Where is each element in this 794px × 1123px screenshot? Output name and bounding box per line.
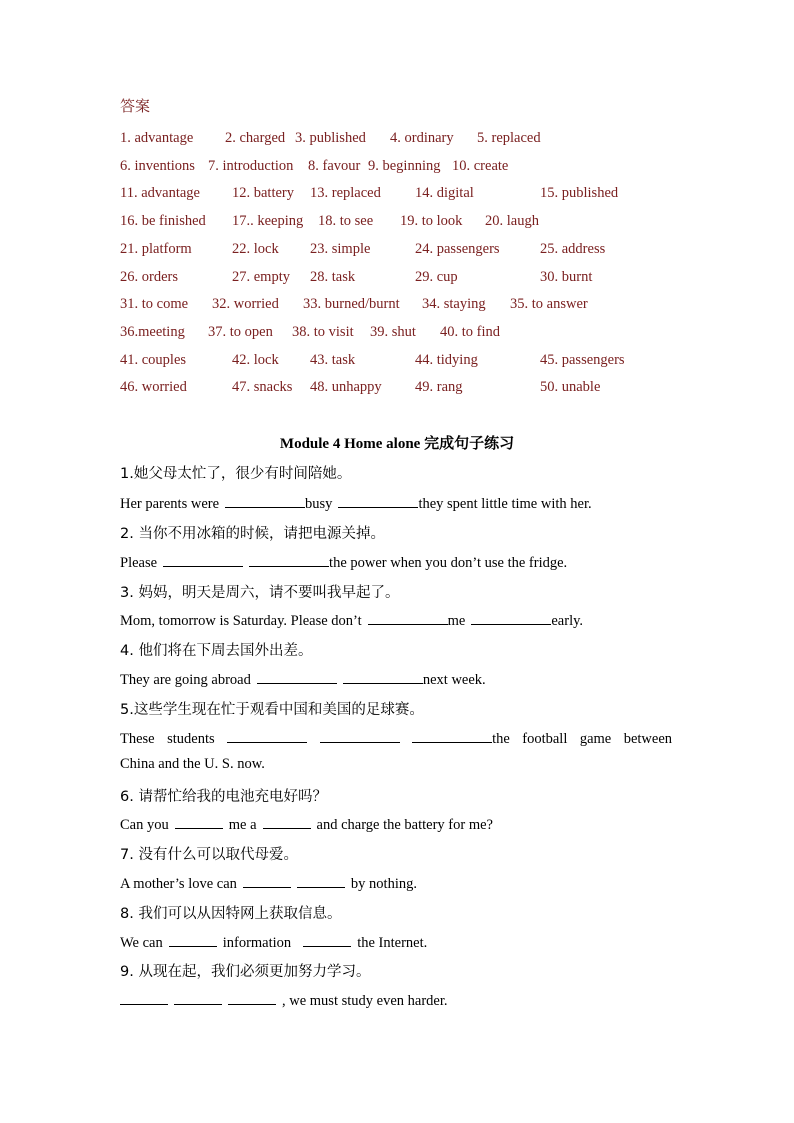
answer-row <box>120 296 720 316</box>
q4-text-b: next week. <box>422 672 486 688</box>
answer-item: 40. to find <box>440 323 501 340</box>
answer-item: 3. published <box>295 130 366 146</box>
question-3-english <box>120 611 583 630</box>
question-2-chinese: 2. 当你不用冰箱的时候，请把电源关掉。 <box>120 526 385 542</box>
answer-blank[interactable] <box>320 729 400 743</box>
answer-item: 12. battery <box>232 185 295 202</box>
question-6-chinese: 6. 请帮忙给我的电池充电好吗？ <box>120 789 327 805</box>
answer-row <box>120 241 720 261</box>
answer-blank[interactable] <box>412 729 492 743</box>
question-5-english <box>120 729 672 748</box>
answer-item: 21. platform <box>120 240 192 257</box>
answer-blank[interactable] <box>297 874 345 888</box>
answer-blank[interactable] <box>471 611 551 625</box>
question-8-english <box>120 933 427 952</box>
answer-item: 39. shut <box>370 323 416 340</box>
q8-text-a: We can <box>120 935 163 951</box>
answer-item: 50. unable <box>540 379 601 396</box>
q6-text-b: me a <box>228 817 257 833</box>
question-4-english <box>120 670 486 689</box>
answer-item: 24. passengers <box>415 240 500 257</box>
answer-blank[interactable] <box>228 991 276 1005</box>
answer-row <box>120 213 720 233</box>
q5-text-b: the football game between <box>492 731 673 747</box>
answer-item: 34. staying <box>422 296 486 313</box>
q7-text-a: A mother’s love can <box>120 876 237 892</box>
q2-text-a: Please <box>120 555 158 571</box>
answer-item: 4. ordinary <box>390 130 454 146</box>
answer-item: 13. replaced <box>310 185 381 202</box>
answer-row <box>120 269 720 289</box>
question-9-english <box>120 991 448 1010</box>
answer-item: 42. lock <box>232 351 279 368</box>
q1-text-b: busy <box>305 496 333 512</box>
answer-blank[interactable] <box>368 611 448 625</box>
answer-item: 35. to answer <box>510 296 588 313</box>
answer-blank[interactable] <box>263 815 311 829</box>
q1-text-a: Her parents were <box>120 496 220 512</box>
answer-blank[interactable] <box>175 815 223 829</box>
q5-text-a: These students <box>120 731 215 747</box>
q7-text-b: by nothing. <box>350 876 417 892</box>
answer-blank[interactable] <box>227 729 307 743</box>
q9-text-a: , we must study even harder. <box>282 993 448 1009</box>
answer-item: 26. orders <box>120 268 178 285</box>
answer-item: 10. create <box>452 157 509 174</box>
answer-item: 30. burnt <box>540 268 593 285</box>
answer-item: 9. beginning <box>368 157 441 174</box>
question-7-chinese: 7. 没有什么可以取代母爱。 <box>120 847 298 863</box>
question-8-chinese: 8. 我们可以从因特网上获取信息。 <box>120 906 342 922</box>
answer-row <box>120 185 720 205</box>
answer-item: 38. to visit <box>292 323 354 340</box>
answer-item: 22. lock <box>232 240 279 257</box>
q3-text-b: me <box>447 613 466 629</box>
answer-blank[interactable] <box>338 494 418 508</box>
answer-item: 7. introduction <box>208 157 294 174</box>
question-6-english <box>120 815 493 834</box>
question-1-chinese: 1.她父母太忙了，很少有时间陪她。 <box>120 466 352 482</box>
answer-blank[interactable] <box>249 553 329 567</box>
answer-item: 25. address <box>540 240 606 257</box>
q6-text-c: and charge the battery for me? <box>316 817 493 833</box>
q2-text-b: the power when you don’t use the fridge. <box>329 555 568 571</box>
answer-item: 11. advantage <box>120 185 200 202</box>
answer-item: 37. to open <box>208 323 273 340</box>
answer-item: 44. tidying <box>415 351 478 368</box>
question-5-chinese: 5.这些学生现在忙于观看中国和美国的足球赛。 <box>120 702 424 718</box>
answer-item: 8. favour <box>308 157 361 174</box>
q6-text-a: Can you <box>120 817 169 833</box>
answer-item: 23. simple <box>310 240 371 257</box>
answer-row <box>120 158 720 178</box>
answer-blank[interactable] <box>243 874 291 888</box>
answer-row <box>120 352 720 372</box>
answer-item: 17.. keeping <box>232 213 304 230</box>
answer-row <box>120 324 720 344</box>
answer-item: 46. worried <box>120 379 187 396</box>
answer-item: 32. worried <box>212 296 279 313</box>
question-7-english <box>120 874 417 893</box>
answer-item: 36.meeting <box>120 323 185 340</box>
answer-blank[interactable] <box>303 933 351 947</box>
answer-item: 18. to see <box>318 213 374 230</box>
answer-item: 41. couples <box>120 351 187 368</box>
answer-item: 45. passengers <box>540 351 625 368</box>
q1-text-c: they spent little time with her. <box>418 496 592 512</box>
answer-item: 16. be finished <box>120 213 206 230</box>
q8-text-c: the Internet. <box>357 935 428 951</box>
answer-item: 47. snacks <box>232 379 293 396</box>
answer-item: 27. empty <box>232 268 290 285</box>
question-9-chinese: 9. 从现在起，我们必须更加努力学习。 <box>120 964 371 980</box>
answer-item: 5. replaced <box>477 130 541 146</box>
answer-item: 6. inventions <box>120 157 195 174</box>
answer-item: 2. charged <box>225 130 286 146</box>
answer-blank[interactable] <box>174 991 222 1005</box>
answer-item: 48. unhappy <box>310 379 382 396</box>
answer-item: 20. laugh <box>485 213 539 230</box>
q3-text-c: early. <box>551 613 584 629</box>
answer-row <box>120 379 720 399</box>
answer-blank[interactable] <box>169 933 217 947</box>
question-4-chinese: 4. 他们将在下周去国外出差。 <box>120 643 313 659</box>
section-title: Module 4 Home alone 完成句子练习 <box>279 436 515 452</box>
answer-item: 49. rang <box>415 379 463 396</box>
q4-text-a: They are going abroad <box>120 672 251 688</box>
answer-heading: 答案 <box>120 97 151 115</box>
question-5-english-cont: China and the U. S. now. <box>120 756 265 772</box>
answer-item: 1. advantage <box>120 130 194 146</box>
q8-text-b: information <box>222 935 292 951</box>
answer-item: 19. to look <box>400 213 463 230</box>
answer-item: 31. to come <box>120 296 189 313</box>
answer-item: 29. cup <box>415 268 458 285</box>
question-3-chinese: 3. 妈妈，明天是周六，请不要叫我早起了。 <box>120 585 400 601</box>
answer-blank[interactable] <box>225 494 305 508</box>
answer-blank[interactable] <box>257 670 337 684</box>
answer-item: 28. task <box>310 268 356 285</box>
answer-item: 14. digital <box>415 185 474 202</box>
answer-blank[interactable] <box>163 553 243 567</box>
answer-item: 33. burned/burnt <box>303 296 400 313</box>
answer-blank[interactable] <box>343 670 423 684</box>
q3-text-a: Mom, tomorrow is Saturday. Please don’t <box>120 613 362 629</box>
answer-item: 15. published <box>540 185 619 202</box>
answer-item: 43. task <box>310 351 356 368</box>
answer-blank[interactable] <box>120 991 168 1005</box>
answer-row <box>120 130 720 150</box>
question-2-english <box>120 553 567 572</box>
question-1-english <box>120 494 592 513</box>
